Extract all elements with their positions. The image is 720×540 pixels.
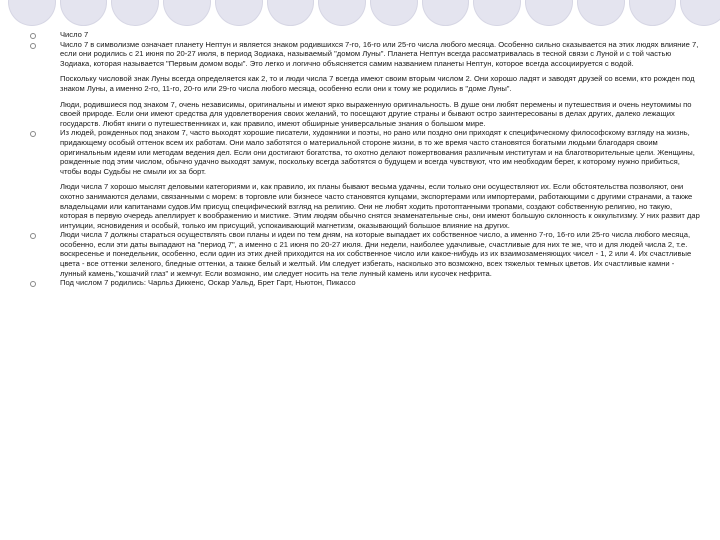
list-item xyxy=(30,30,700,40)
decor-circle xyxy=(60,0,108,26)
bullet-icon xyxy=(30,43,36,49)
decor-circle xyxy=(318,0,366,26)
decor-circle xyxy=(525,0,573,26)
paragraph: Поскольку числовой знак Луны всегда определяется как 2, то и люди числа 7 всегда имеют своим вторым числом 2. Они хорошо ладят и заводят друзей со всеми, кто рожден под знаком Луны, а именно 2-го, 11-го, 20-го или 29-го числа любого месяца, особенно если они к тому же родились в "доме Луны". xyxy=(60,74,695,93)
paragraph: Число 7 в символизме означает планету Нептун и является знаком родившихся 7-го, 16-го или 25-го числа любого месяца. Особенно сильно сказывается на этих людях влияние 7, если они родились с 21 июня по 20-27 июля, в период Зодиака, называемый "домом Луны". Планета Нептун всегда рассматривалась в тесной связи с Луной и с той частью Зодиака, которая называется "Первым домом воды". Это легко и логично объясняется самим названием планеты Нептун, которое всегда ассоциируется с водой. xyxy=(60,39,699,68)
decor-circle xyxy=(370,0,418,26)
bullet-icon xyxy=(30,233,36,239)
bullet-list xyxy=(30,30,700,288)
list-item xyxy=(30,230,700,278)
list-item xyxy=(30,40,700,129)
paragraph: Из людей, рожденных под знаком 7, часто выходят хорошие писатели, художники и поэты, но рано или поздно они приходят к специфическому философскому взгляду на жизнь, придающему особый оттенок всем их работам. Они мало заботятся о материальной стороне жизни, в то же время часто становятся богатыми людьми благодаря своим оригинальным идеям или методам ведения дел. Если они достигают богатства, то охотно делают пожертвования различным институтам и на благотворительные цели. Женщины, рожденные под этим числом, обычно удачно выходят замуж, поскольку всегда заботятся о будущем и всегда чувствуют, что им необходим берег, к которому нужно прибиться, чтобы воды Судьбы не смыли их за борт. xyxy=(60,128,695,176)
list-item xyxy=(30,278,700,288)
decor-circle xyxy=(629,0,677,26)
paragraph: Люди числа 7 должны стараться осуществлять свои планы и идеи по тем дням, на которые выпадает их собственное число, а именно 7-го, 16-го или 25-го числа любого месяца, особенно, если эти даты выпадают на "период 7", а именно с 21 июня по 20-27 июля. Дни недели, наиболее удачливые, счастливые для них те же, что и для людей числа 2, т.е. воскресенье и понедельник, особенно, если один из этих дней приходится на их собственное число или какое-нибудь из их взаимозаменяющих чисел - 1, 2 или 4. Их счастливые цвета - все оттенки зеленого, бледные оттенки, а также белый и желтый. Им следует избегать, насколько это возможно, всех тяжелых темных цветов. Их счастливые камни - лунный камень,"кошачий глаз" и жемчуг. Если возможно, им следует носить на теле лунный камень или кусочек нефрита. xyxy=(60,230,692,278)
bullet-icon xyxy=(30,33,36,39)
paragraph: Число 7 xyxy=(60,30,89,39)
decor-circle xyxy=(577,0,625,26)
list-item xyxy=(30,128,700,230)
decor-circle xyxy=(422,0,470,26)
paragraph: Люди, родившиеся под знаком 7, очень независимы, оригинальны и имеют ярко выраженную оригинальность. В душе они любят перемены и путешествия и очень неутомимы по своей природе. Если они имеют средства для удовлетворения своих желаний, то посещают другие страны и бывают остро заинтересованы в делах других, далеко лежащих государств. Любят книги о путешественниках и, как правило, имеют обширные универсальные знания о большом мире. xyxy=(60,99,692,128)
header-circle-decoration xyxy=(0,0,720,30)
decor-circle xyxy=(473,0,521,26)
decor-circle xyxy=(267,0,315,26)
bullet-icon xyxy=(30,131,36,137)
decor-circle xyxy=(111,0,159,26)
decor-circle xyxy=(8,0,56,26)
decor-circle xyxy=(163,0,211,26)
bullet-icon xyxy=(30,281,36,287)
paragraph: Люди числа 7 хорошо мыслят деловыми категориями и, как правило, их планы бывают весьма удачны, если только они осуществляют их. Если обстоятельства позволяют, они охотно занимаются делами, связанными с морем: в торговле или бизнесе часто становятся купцами, экспортерами или импортерами, работающими с другими странами, а также владельцами или капитанами судов.Им присущ специфический взгляд на религию. Они не любят ходить протоптанными тропами, создают собственную религию, но такую, которая в первую очередь апеллирует к воображению и мистике. Этим людям обычно снятся знаменательные сны, они имеют большую склонность к оккультизму. У них развит дар интуиции, ясновидения и особый, только им присущий, успокаивающий магнетизм, оказывающий большое влияние на других. xyxy=(60,182,700,230)
decor-circle xyxy=(215,0,263,26)
paragraph: Под числом 7 родились: Чарльз Диккенс, Оскар Уальд, Брет Гарт, Ньютон, Пикассо xyxy=(60,278,356,288)
decor-circle xyxy=(680,0,720,26)
